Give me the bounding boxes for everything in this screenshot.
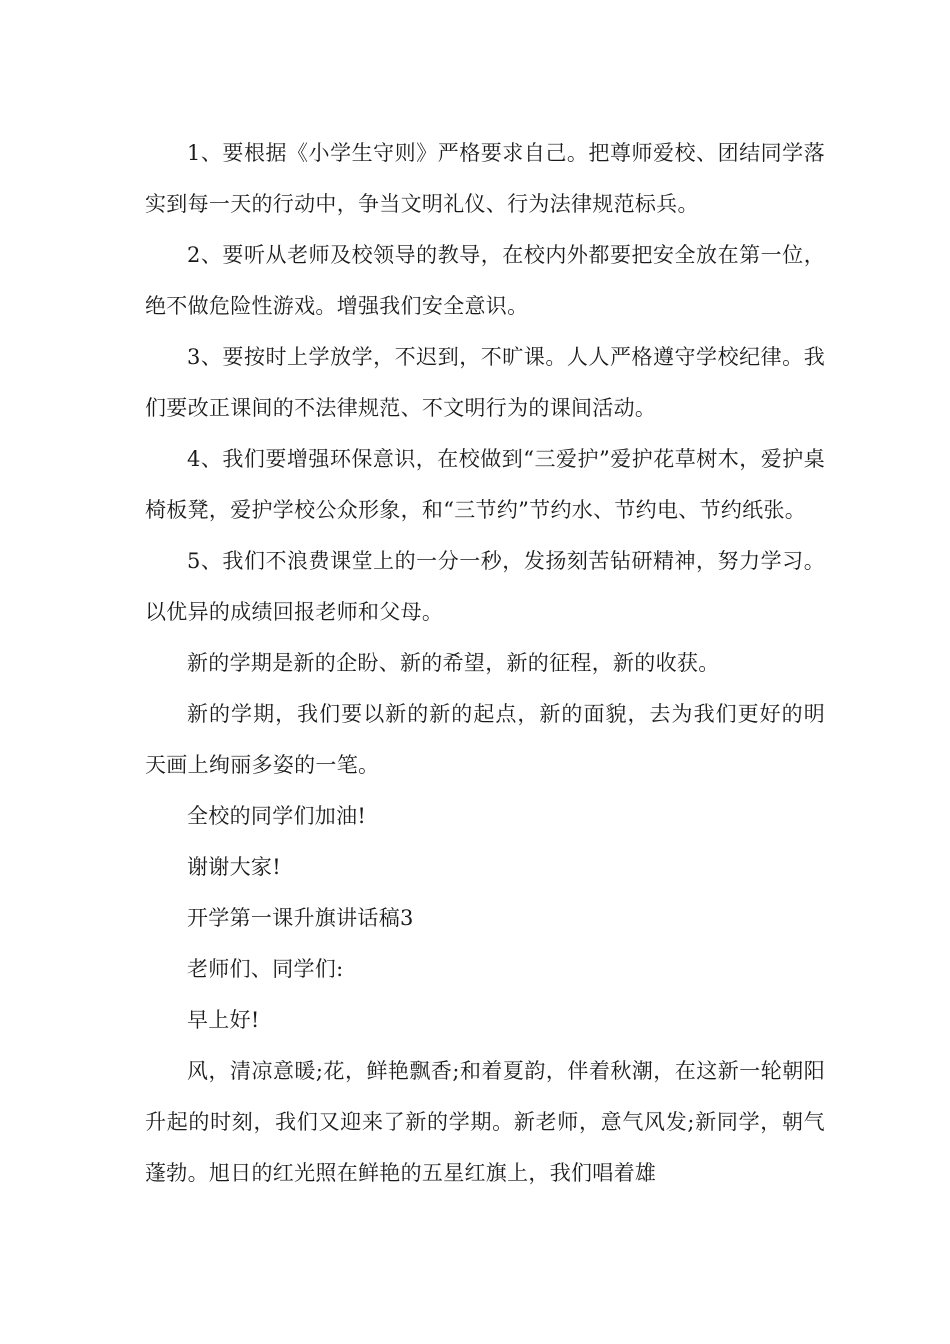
paragraph-rule-1: 1、要根据《小学生守则》严格要求自己。把尊师爱校、团结同学落实到每一天的行动中，争当文明礼仪、行为法律规范标兵。	[145, 141, 825, 216]
paragraph-rule-2: 2、要听从老师及校领导的教导，在校内外都要把安全放在第一位，绝不做危险性游戏。增强我们安全意识。	[145, 243, 825, 318]
paragraph-opening: 风，清凉意暖;花，鲜艳飘香;和着夏韵，伴着秋潮，在这新一轮朝阳升起的时刻，我们又迎来了新的学期。新老师，意气风发;新同学，朝气蓬勃。旭日的红光照在鲜艳的五星红旗上，我们唱着雄	[145, 1059, 825, 1185]
paragraph-greeting: 老师们、同学们:	[187, 957, 344, 981]
paragraph-new-term: 新的学期是新的企盼、新的希望，新的征程，新的收获。	[187, 651, 720, 675]
paragraph-new-start: 新的学期，我们要以新的新的起点，新的面貌，去为我们更好的明天画上绚丽多姿的一笔。	[145, 702, 825, 777]
paragraph-good-morning: 早上好!	[187, 1008, 260, 1032]
document-body	[145, 128, 825, 1199]
paragraph-rule-4: 4、我们要增强环保意识，在校做到“三爱护”爱护花草树木，爱护桌椅板凳，爱护学校公众形象，和“三节约”节约水、节约电、节约纸张。	[145, 447, 825, 522]
section-title: 开学第一课升旗讲话稿3	[187, 906, 414, 930]
paragraph-rule-5: 5、我们不浪费课堂上的一分一秒，发扬刻苦钻研精神，努力学习。以优异的成绩回报老师和父母。	[145, 549, 825, 624]
paragraph-rule-3: 3、要按时上学放学，不迟到，不旷课。人人严格遵守学校纪律。我们要改正课间的不法律规范、不文明行为的课间活动。	[145, 345, 825, 420]
paragraph-cheer: 全校的同学们加油!	[187, 804, 367, 828]
paragraph-thanks: 谢谢大家!	[187, 855, 281, 879]
